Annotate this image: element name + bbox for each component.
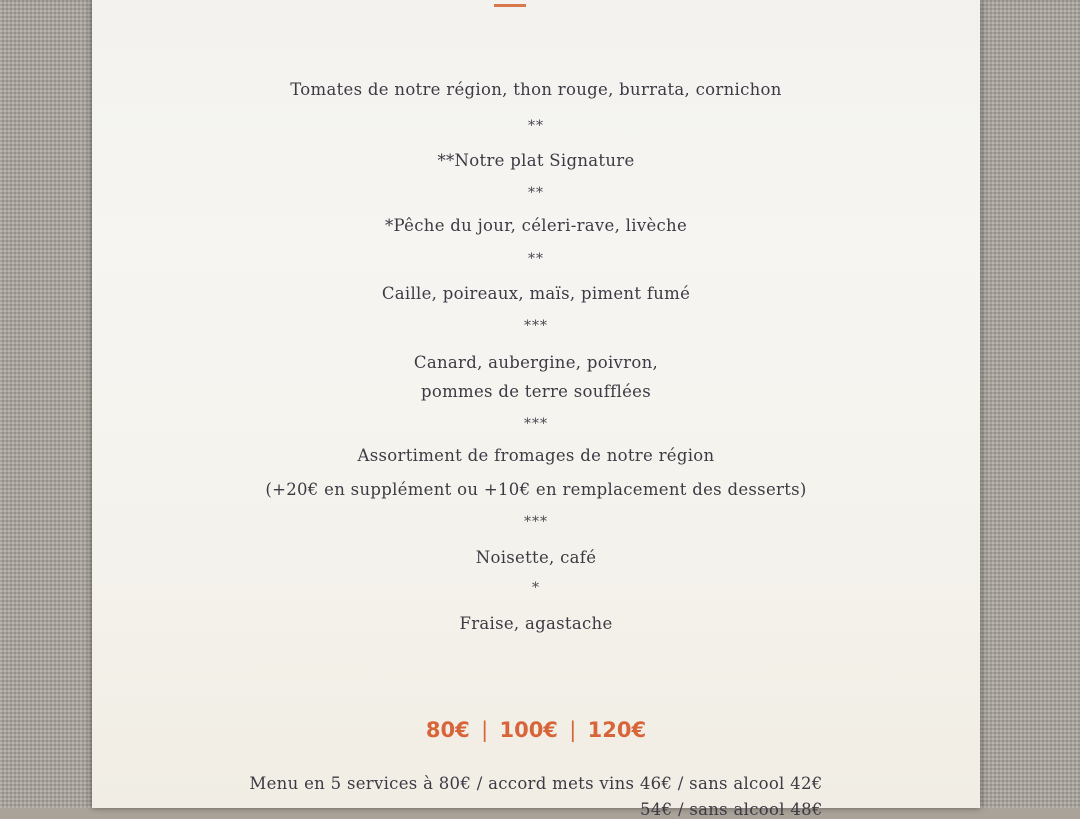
price-divider-1: |	[481, 718, 489, 742]
course-4: Caille, poireaux, maïs, piment fumé	[381, 284, 691, 303]
separator-7: *	[532, 580, 540, 596]
fabric-right	[976, 0, 1080, 808]
price-120: 120€	[587, 718, 647, 742]
price-options	[92, 718, 980, 742]
separator-2: **	[528, 185, 544, 201]
menu-footer-line-partial: 54€ / sans alcool 48€	[640, 800, 823, 819]
course-5-line-2: pommes de terre soufflées	[420, 382, 652, 401]
menu-footer-line: Menu en 5 services à 80€ / accord mets vins 46€ / sans alcool 42€	[249, 774, 823, 793]
separator-6: ***	[524, 514, 548, 530]
fabric-left	[0, 0, 96, 808]
separator-5: ***	[524, 416, 548, 432]
separator-1: **	[528, 118, 544, 134]
price-100: 100€	[499, 718, 558, 742]
accent-bar	[494, 4, 526, 7]
course-7: Noisette, café	[475, 548, 597, 567]
course-2: **Notre plat Signature	[437, 151, 635, 170]
course-6-line-1: Assortiment de fromages de notre région	[357, 446, 715, 465]
course-1: Tomates de notre région, thon rouge, burrata, cornichon	[290, 80, 782, 99]
course-3: *Pêche du jour, céleri-rave, livèche	[384, 216, 688, 235]
price-divider-2: |	[569, 718, 577, 742]
separator-4: ***	[524, 318, 548, 334]
course-5-line-1: Canard, aubergine, poivron,	[413, 353, 659, 372]
course-8: Fraise, agastache	[459, 614, 613, 633]
course-6-line-2: (+20€ en supplément ou +10€ en remplacement des desserts)	[265, 480, 807, 499]
separator-3: **	[528, 251, 544, 267]
price-80: 80€	[425, 718, 470, 742]
